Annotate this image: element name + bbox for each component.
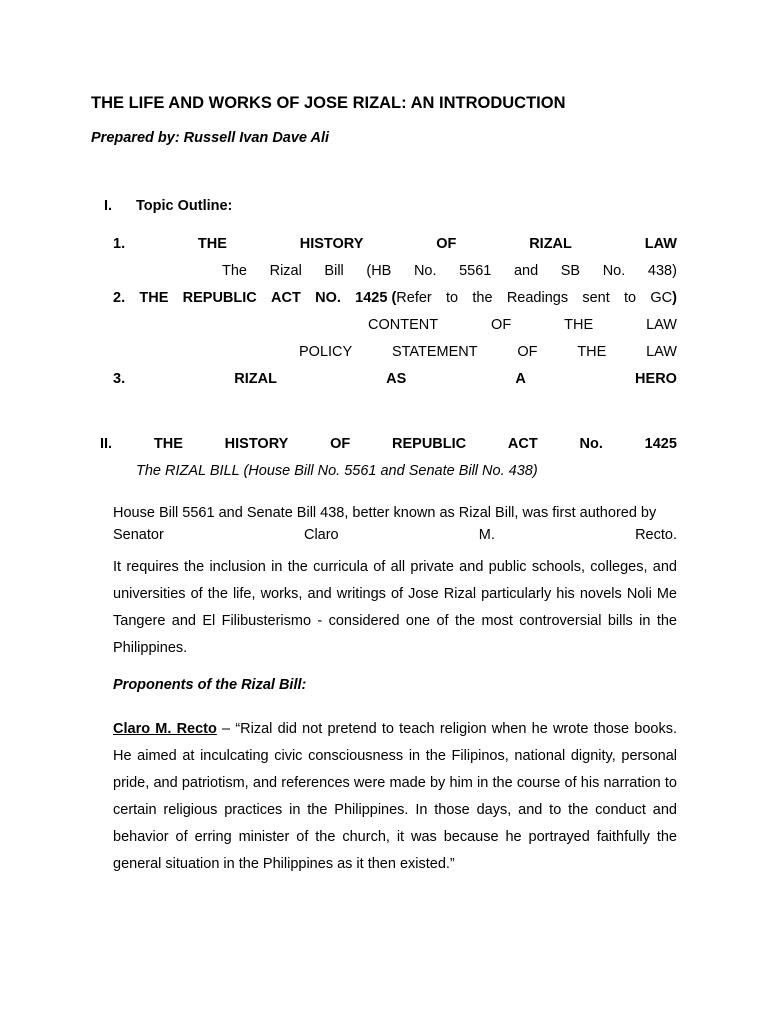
outline-item-2-word <box>355 290 432 306</box>
outline-item-2-note-end: GC <box>650 290 673 306</box>
paragraph-1-line-2-word: Claro <box>303 527 339 543</box>
outline-item-3-word: RIZAL <box>234 371 277 387</box>
section-2-heading-word: THE <box>153 436 183 452</box>
document-title: THE LIFE AND WORKS OF JOSE RIZAL: AN INTRODUCTION <box>91 94 566 112</box>
outline-item-1-word: LAW <box>644 236 677 252</box>
outline-item-2-sub-1 <box>368 317 677 333</box>
outline-item-1-subtitle-word: No. <box>413 263 437 279</box>
outline-item-1-subtitle-word: (HB <box>366 263 392 279</box>
outline-item-2-bold: 1425 <box>355 290 388 306</box>
outline-item-2 <box>113 290 677 306</box>
outline-item-2-number: 2. <box>113 290 126 306</box>
outline-item-3-word: 3. <box>113 371 126 387</box>
outline-item-1-word: RIZAL <box>529 236 572 252</box>
outline-item-3-word: HERO <box>635 371 677 387</box>
outline-item-2-sub-1-word: OF <box>491 317 512 333</box>
paragraph-1-line-2-word: Senator <box>113 527 164 543</box>
outline-item-2-note: to <box>446 290 459 306</box>
outline-item-2-paren: ( <box>391 290 397 306</box>
proponents-heading: Proponents of the Rizal Bill: <box>113 677 307 693</box>
section-2-heading-word: No. <box>579 436 603 452</box>
outline-item-2-word: NO. <box>315 290 341 306</box>
paragraph-1-line-2-word: M. <box>478 527 495 543</box>
section-2-heading-word: HISTORY <box>224 436 289 452</box>
outline-item-2-sub-1-word: LAW <box>646 317 677 333</box>
outline-item-1-subtitle-word: and <box>513 263 539 279</box>
outline-item-2-note: to <box>624 290 637 306</box>
paragraph-1-line-1: House Bill 5561 and Senate Bill 438, better known as Rizal Bill, was first authored by <box>113 505 657 521</box>
outline-item-2-sub-2-word: LAW <box>646 344 677 360</box>
outline-item-1-subtitle-word: 5561 <box>459 263 492 279</box>
section-2-heading-word: ACT <box>507 436 538 452</box>
section-2-heading-word: OF <box>330 436 351 452</box>
outline-item-2-note: Refer <box>396 290 432 306</box>
outline-item-2-word: REPUBLIC <box>182 290 257 306</box>
outline-item-1-subtitle-word: 438) <box>647 263 677 279</box>
outline-item-2-sub-2-word: OF <box>517 344 538 360</box>
section-2-heading-word: 1425 <box>644 436 677 452</box>
section-2-heading <box>100 436 677 452</box>
section-1-heading <box>104 198 232 214</box>
outline-item-2-word: ACT <box>271 290 301 306</box>
outline-item-1-subtitle-word: The <box>222 263 247 279</box>
outline-item-2-sub-1-word: CONTENT <box>368 317 439 333</box>
section-2-heading-word: REPUBLIC <box>392 436 467 452</box>
outline-item-1-subtitle <box>222 263 677 279</box>
outline-item-2-note: the <box>472 290 493 306</box>
outline-item-2-note: sent <box>582 290 610 306</box>
section-2-subtitle: The RIZAL BILL (House Bill No. 5561 and Senate Bill No. 438) <box>136 463 538 479</box>
outline-item-2-sub-2 <box>299 344 677 360</box>
outline-item-2-sub-2-word: THE <box>577 344 607 360</box>
outline-item-1-word: THE <box>197 236 227 252</box>
outline-item-2-sub-2-word: STATEMENT <box>391 344 478 360</box>
outline-item-2-close: ) <box>672 290 677 306</box>
section-2-heading-word: II. <box>100 436 113 452</box>
outline-item-2-note: Readings <box>506 290 569 306</box>
section-1-numeral: I. <box>104 198 113 214</box>
quote-speaker: Claro M. Recto <box>113 721 217 737</box>
outline-item-1-subtitle-word: No. <box>602 263 626 279</box>
outline-item-1-word: HISTORY <box>299 236 364 252</box>
outline-item-2-sub-1-word: THE <box>564 317 594 333</box>
paragraph-2: It requires the inclusion in the curricula of all private and public schools, colleges, and universities of the life, works, and writings of Jose Rizal particularly his novels Noli Me Tangere and El Filibusterismo - considered one of the most controversial bills in the Philippines. <box>113 559 677 656</box>
prepared-by: Prepared by: Russell Ivan Dave Ali <box>91 130 330 146</box>
quote-text: – “Rizal did not pretend to teach religion when he wrote those books. He aimed at inculcating civic consciousness in the Filipinos, national dignity, personal pride, and patriotism, and references were made by him in the course of his narration to certain religious practices in the Philippines. In those days, and to the conduct and behavior of erring minister of the church, it was because he portrayed faithfully the general situation in the Philippines as it then existed.” <box>113 721 678 872</box>
recto-quote <box>113 716 677 878</box>
outline-item-1 <box>113 236 677 252</box>
paragraph-1-line-2 <box>113 527 677 543</box>
outline-item-3 <box>113 371 677 387</box>
outline-item-1-subtitle-word: SB <box>560 263 581 279</box>
outline-item-1-word: 1. <box>113 236 126 252</box>
outline-item-2-sub-2-word: POLICY <box>299 344 353 360</box>
outline-item-2-note <box>650 290 677 306</box>
outline-item-3-word: AS <box>386 371 407 387</box>
outline-item-1-subtitle-word: Bill <box>324 263 344 279</box>
paragraph-1-line-2-word: Recto. <box>635 527 677 543</box>
section-1-title: Topic Outline: <box>136 198 233 214</box>
outline-item-1-word: OF <box>436 236 457 252</box>
outline-item-3-word: A <box>515 371 526 387</box>
outline-item-1-subtitle-word: Rizal <box>269 263 302 279</box>
outline-item-2-word: THE <box>139 290 169 306</box>
